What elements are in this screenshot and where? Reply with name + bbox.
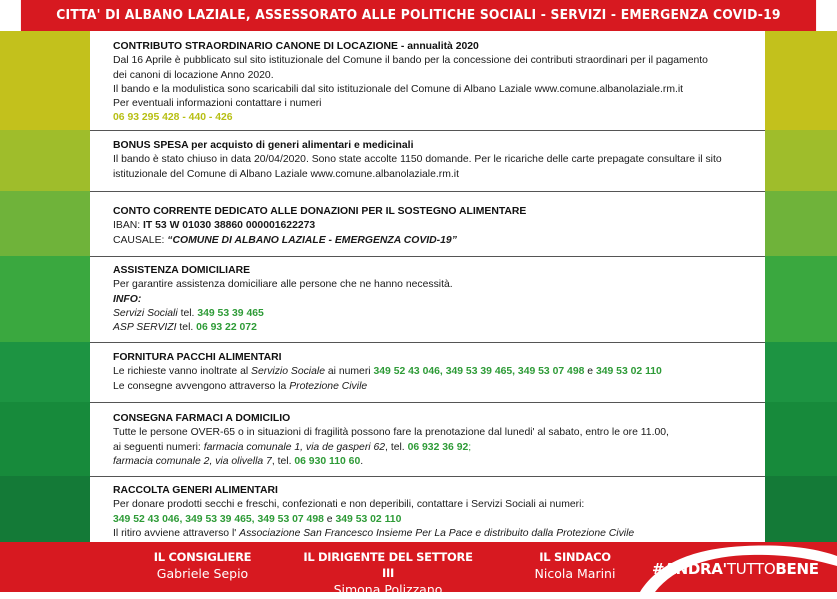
text-span: Le richieste vanno inoltrate al <box>113 366 252 378</box>
pharmacy-name: farmacia comunale 1, via de gasperi 62 <box>203 441 386 453</box>
section-text: istituzionale del Comune di Albano Laziale www.comune.albanolaziale.rm.it <box>113 168 459 180</box>
contact-name: ASP SERVIZI <box>113 322 177 334</box>
text-span: ai numeri <box>324 366 374 378</box>
text-span: , tel. <box>385 441 408 453</box>
hashtag-part: BENE <box>775 560 819 578</box>
text-span: Le consegne avvengono attraverso la <box>113 380 290 392</box>
text-span: ai seguenti numeri: <box>113 441 204 453</box>
iban-label: IBAN: <box>113 220 144 232</box>
section-title: CONTO CORRENTE DEDICATO ALLE DONAZIONI PER IL SOSTEGNO ALIMENTARE <box>113 206 527 217</box>
section-title: RACCOLTA GENERI ALIMENTARI <box>113 485 278 496</box>
hashtag-part: TUTTO <box>726 560 776 578</box>
text-span: . <box>360 455 364 467</box>
contact-name: Servizi Sociali <box>113 307 178 319</box>
text-span: e <box>323 513 336 525</box>
causale-value: “COMUNE DI ALBANO LAZIALE - EMERGENZA COVID-19” <box>167 234 457 246</box>
phone-numbers: 349 52 43 046, 349 53 39 465, 349 53 07 498 <box>113 513 324 525</box>
section-text: Dal 16 Aprile è pubblicato sul sito istituzionale del Comune il bando per la concessione dei contributi straordinari per il pagamento <box>113 55 708 67</box>
phone-number: 06 93 22 072 <box>196 322 257 334</box>
phone-number: 349 53 02 110 <box>335 513 402 525</box>
section-text: Tutte le persone OVER-65 o in situazioni di fragilità possono fare la prenotazione dal lunedi' al sabato, entro le ore 11.00, <box>113 427 669 439</box>
hashtag-logo <box>652 560 819 578</box>
section-text: Il bando e la modulistica sono scaricabili dal sito istituzionale del Comune di Albano Laziale www.comune.albanolaziale.rm.it <box>113 83 684 95</box>
tel-label: tel. <box>177 307 198 319</box>
section-title: CONSEGNA FARMACI A DOMICILIO <box>113 413 291 424</box>
phone-number: 349 53 02 110 <box>595 366 662 378</box>
text-span: Servizio Sociale <box>251 366 325 378</box>
phone-number: 349 53 39 465 <box>197 307 264 319</box>
signatory-name: Gabriele Sepio <box>156 566 249 581</box>
signatory-role: IL SINDACO <box>539 550 611 564</box>
text-span: Il ritiro avviene attraverso l' <box>113 527 240 539</box>
text-span: e <box>584 366 596 378</box>
section-text: Per garantire assistenza domiciliare alle persone che ne hanno necessità. <box>113 279 453 291</box>
phone-numbers: 349 52 43 046, 349 53 39 465, 349 53 07 498 <box>373 366 585 378</box>
section-text: dei canoni di locazione Anno 2020. <box>113 69 274 81</box>
signatory-name: Nicola Marini <box>534 566 616 581</box>
text-span: Associazione San Francesco Insieme Per La Pace e distribuito dalla Protezione Civile <box>239 527 635 539</box>
header-title: CITTA' DI ALBANO LAZIALE, ASSESSORATO ALLE POLITICHE SOCIALI - SERVIZI - EMERGENZA COVID-19 <box>56 8 781 23</box>
section-title: CONTRIBUTO STRAORDINARIO CANONE DI LOCAZIONE - annualità 2020 <box>113 41 479 52</box>
section-title: FORNITURA PACCHI ALIMENTARI <box>113 352 282 363</box>
signatory-role: IL DIRIGENTE DEL SETTORE III <box>303 550 473 580</box>
phone-numbers: 06 93 295 428 - 440 - 426 <box>113 112 233 124</box>
text-span: Protezione Civile <box>289 380 368 392</box>
text-span: , tel. <box>271 455 295 467</box>
section-text: Per donare prodotti secchi e freschi, confezionati e non deperibili, contattare i Servizi Sociali ai numeri: <box>113 499 585 511</box>
section-title: ASSISTENZA DOMICILIARE <box>113 265 251 276</box>
phone-number: 06 930 110 60 <box>294 455 361 467</box>
causale-label: CAUSALE: <box>113 234 168 246</box>
pharmacy-name: farmacia comunale 2, via olivella 7 <box>113 455 272 467</box>
section-text: Il bando è stato chiuso in data 20/04/2020. Sono state accolte 1150 domande. Per le ricariche delle carte prepagate consultare il sito <box>113 154 722 166</box>
phone-number: 06 932 36 92 <box>407 441 469 453</box>
section-text: Per eventuali informazioni contattare i numeri <box>113 98 322 110</box>
signatory-name: Simona Polizzano <box>333 582 443 597</box>
tel-label: tel. <box>176 322 197 334</box>
text-span: ; <box>468 441 472 453</box>
signatory-role: IL CONSIGLIERE <box>153 550 252 564</box>
section-title: BONUS SPESA per acquisto di generi alimentari e medicinali <box>113 140 414 151</box>
hashtag-part: #ANDRA' <box>652 560 727 578</box>
info-label: INFO: <box>113 293 142 305</box>
iban-value: IT 53 W 01030 38860 000001622273 <box>143 220 316 232</box>
